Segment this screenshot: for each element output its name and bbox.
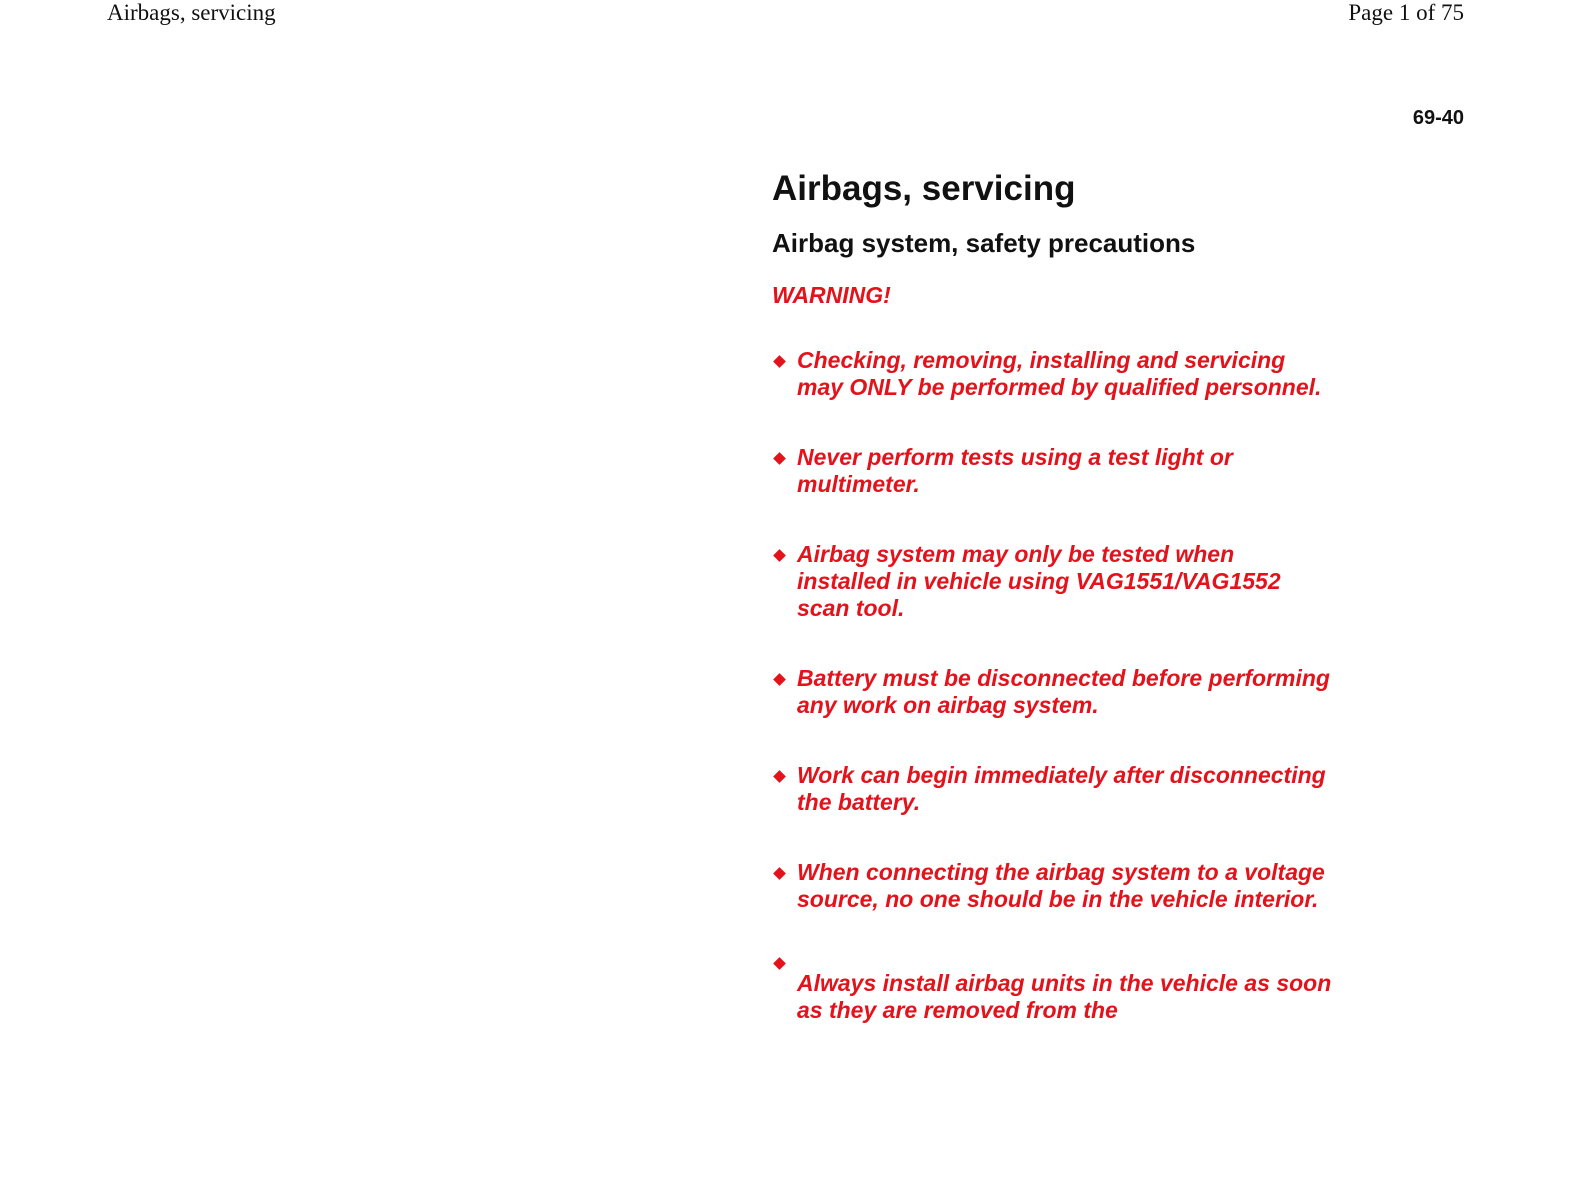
warning-item <box>772 665 1332 719</box>
red-diamond-bullet-icon <box>773 355 786 368</box>
page-indicator: Page 1 of 75 <box>1348 0 1464 25</box>
warning-item <box>772 859 1332 913</box>
warning-item-text: Battery must be disconnected before performing any work on airbag system. <box>797 665 1330 718</box>
warning-item <box>772 541 1332 622</box>
red-diamond-bullet-icon <box>773 549 786 562</box>
red-diamond-bullet-icon <box>773 673 786 686</box>
warning-item-text: Always install airbag units in the vehicle as soon as they are removed from the <box>797 970 1332 1023</box>
warning-item-text: Work can begin immediately after disconnecting the battery. <box>797 762 1326 815</box>
page-subtitle: Airbag system, safety precautions <box>772 228 1196 258</box>
warning-heading: WARNING! <box>772 282 891 308</box>
section-code: 69-40 <box>1412 107 1464 129</box>
document-title: Airbags, servicing <box>107 0 276 25</box>
page-content <box>772 166 1332 1024</box>
warning-item <box>772 956 1332 1024</box>
red-diamond-bullet-icon <box>773 770 786 783</box>
warning-item-text: When connecting the airbag system to a voltage source, no one should be in the vehicle interior. <box>797 859 1325 912</box>
warning-item-text: Checking, removing, installing and servicing may ONLY be performed by qualified personnel. <box>797 347 1322 400</box>
warning-item-text: Never perform tests using a test light or multimeter. <box>797 444 1233 497</box>
red-diamond-bullet-icon <box>773 452 786 465</box>
red-diamond-bullet-icon <box>773 867 786 880</box>
page-title: Airbags, servicing <box>772 169 1076 208</box>
red-diamond-bullet-icon <box>773 957 786 970</box>
warning-item <box>772 444 1332 498</box>
warning-item <box>772 347 1332 401</box>
warning-item-text: Airbag system may only be tested when installed in vehicle using VAG1551/VAG1552 scan tool. <box>797 541 1281 621</box>
warning-list <box>772 347 1332 1024</box>
warning-item <box>772 762 1332 816</box>
